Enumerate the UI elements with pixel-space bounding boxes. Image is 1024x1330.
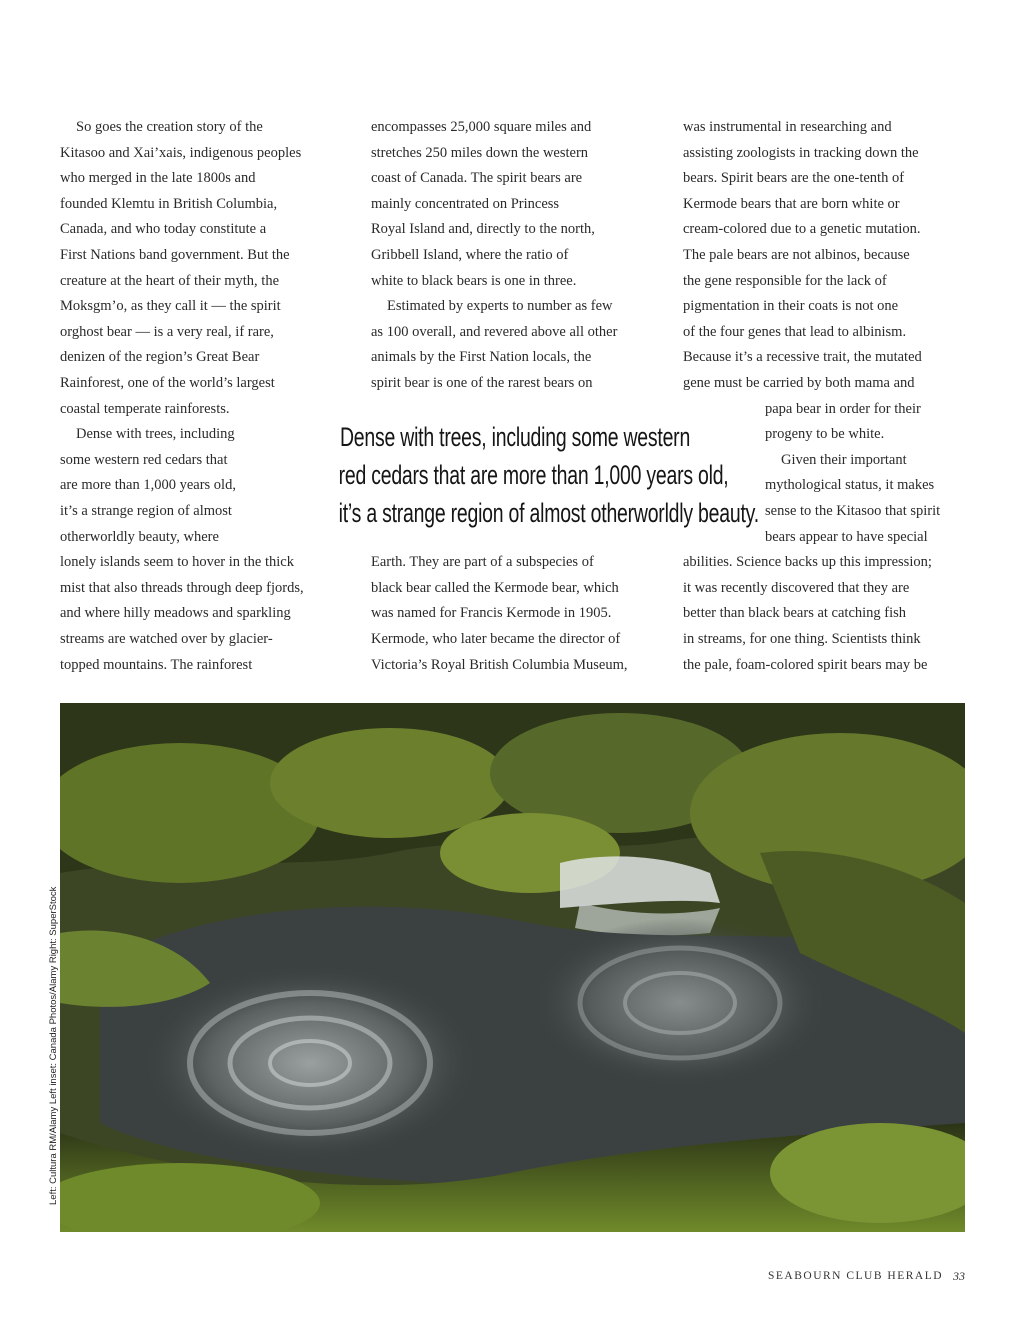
text-line: better than black bears at catching fish <box>683 605 907 622</box>
text-line: denizen of the region’s Great Bear <box>60 349 260 366</box>
text-line: streams are watched over by glacier- <box>60 631 273 647</box>
text-line: assisting zoologists in tracking down the <box>683 144 919 161</box>
text-line: papa bear in order for their <box>765 400 921 417</box>
text-line: and where hilly meadows and sparkling <box>60 605 291 622</box>
text-line: was instrumental in researching and <box>683 119 892 135</box>
text-line: gene must be carried by both mama and <box>683 375 915 391</box>
text-line: the gene responsible for the lack of <box>683 272 887 289</box>
text-line: animals by the First Nation locals, the <box>371 349 592 366</box>
text-line: topped mountains. The rainforest <box>60 656 253 673</box>
text-line: The pale bears are not albinos, because <box>683 247 910 263</box>
text-line: lonely islands seem to hover in the thick <box>60 554 294 571</box>
pull-quote-line: it’s a strange region of almost otherworldly beauty. <box>338 498 759 528</box>
text-line: was named for Francis Kermode in 1905. <box>371 605 612 622</box>
text-line: First Nations band government. But the <box>60 247 290 263</box>
text-line: Rainforest, one of the world’s largest <box>60 375 275 391</box>
text-line: it’s a strange region of almost <box>60 503 232 519</box>
text-line: coast of Canada. The spirit bears are <box>371 170 583 187</box>
text-line: Gribbell Island, where the ratio of <box>371 247 569 263</box>
text-line: of the four genes that lead to albinism. <box>683 323 907 340</box>
text-line: mainly concentrated on Princess <box>371 195 560 212</box>
text-line: creature at the heart of their myth, the <box>60 272 280 289</box>
text-line: founded Klemtu in British Columbia, <box>60 195 278 212</box>
text-line: it was recently discovered that they are <box>683 579 910 596</box>
text-line: Royal Island and, directly to the north, <box>371 221 595 238</box>
rainforest-stream-photo <box>60 703 965 1232</box>
pull-quote-line: red cedars that are more than 1,000 years old, <box>338 460 729 490</box>
magazine-name: SEABOURN CLUB HERALD <box>768 1270 944 1282</box>
text-line: the pale, foam-colored spirit bears may be <box>683 656 928 673</box>
text-line: pigmentation in their coats is not one <box>683 298 899 315</box>
text-line: stretches 250 miles down the western <box>371 144 589 161</box>
text-line: encompasses 25,000 square miles and <box>371 119 592 135</box>
text-line: abilities. Science backs up this impression; <box>683 554 932 571</box>
photo-credit: Left: Cultura RM/Alamy Left inset: Canada Photos/Alamy Right: SuperStock <box>48 886 59 1205</box>
text-line: sense to the Kitasoo that spirit <box>765 503 941 519</box>
photo-illustration <box>60 703 965 1232</box>
text-line: Dense with trees, including <box>76 426 235 443</box>
text-line: Kermode bears that are born white or <box>683 195 900 212</box>
text-line: Kermode, who later became the director of <box>371 631 621 647</box>
text-line: Kitasoo and Xai’xais, indigenous peoples <box>60 144 302 161</box>
text-line: coastal temperate rainforests. <box>60 400 230 417</box>
text-line: Earth. They are part of a subspecies of <box>371 554 594 571</box>
text-line: Moksgm’o, as they call it — the spirit <box>60 298 281 315</box>
text-line: in streams, for one thing. Scientists think <box>683 631 921 647</box>
text-line: cream-colored due to a genetic mutation. <box>683 221 921 238</box>
text-line: Canada, and who today constitute a <box>60 221 267 238</box>
text-line: are more than 1,000 years old, <box>60 477 236 494</box>
text-line: Because it’s a recessive trait, the mutated <box>683 349 922 366</box>
text-line: orghost bear — is a very real, if rare, <box>60 323 274 340</box>
text-line: mist that also threads through deep fjords, <box>60 579 304 596</box>
text-line: spirit bear is one of the rarest bears on <box>371 375 593 391</box>
text-line: who merged in the late 1800s and <box>60 170 256 187</box>
text-line: bears. Spirit bears are the one-tenth of <box>683 170 905 187</box>
text-line: as 100 overall, and revered above all other <box>371 323 618 340</box>
text-line: black bear called the Kermode bear, which <box>371 579 619 596</box>
pull-quote <box>338 418 759 532</box>
text-line: otherworldly beauty, where <box>60 528 219 545</box>
text-line: Estimated by experts to number as few <box>387 298 613 315</box>
text-line: white to black bears is one in three. <box>371 272 577 289</box>
text-line: Given their important <box>781 451 907 468</box>
page-number: 33 <box>953 1269 965 1283</box>
text-line: some western red cedars that <box>60 451 228 468</box>
text-line: So goes the creation story of the <box>76 119 263 135</box>
text-line: bears appear to have special <box>765 528 928 545</box>
text-line: mythological status, it makes <box>765 477 935 494</box>
text-line: progeny to be white. <box>765 426 885 443</box>
pull-quote-line: Dense with trees, including some western <box>339 422 691 452</box>
text-line: Victoria’s Royal British Columbia Museum, <box>371 656 628 673</box>
